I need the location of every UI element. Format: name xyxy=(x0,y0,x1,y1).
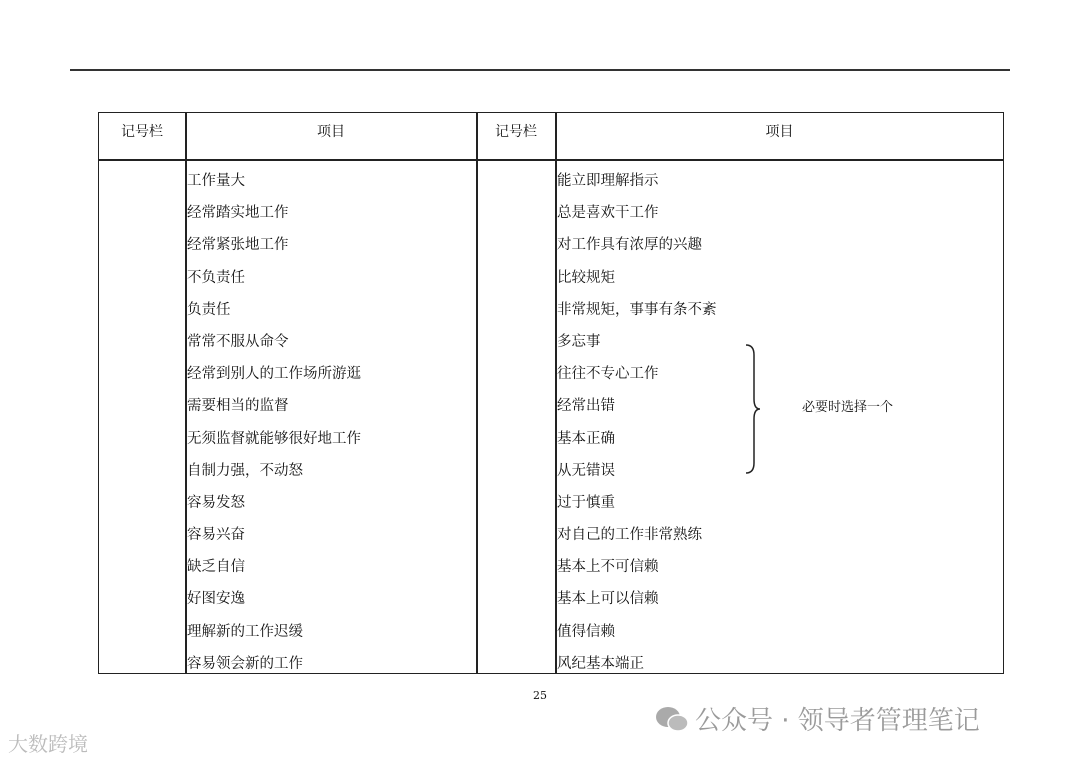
right-item: 值得信赖 xyxy=(557,623,615,640)
wechat-watermark-text: 公众号 · 领导者管理笔记 xyxy=(695,706,980,736)
right-item: 基本正确 xyxy=(557,430,615,447)
left-item: 负责任 xyxy=(187,301,231,318)
left-item: 缺乏自信 xyxy=(187,559,245,576)
left-item: 经常到别人的工作场所游逛 xyxy=(187,366,361,383)
right-item: 能立即理解指示 xyxy=(557,173,659,189)
left-item: 不负责任 xyxy=(187,269,245,286)
wechat-watermark xyxy=(655,700,980,737)
left-item: 无须监督就能够很好地工作 xyxy=(187,430,361,447)
right-item: 经常出错 xyxy=(557,398,615,415)
left-item: 工作量大 xyxy=(187,173,245,189)
right-item: 基本上可以信赖 xyxy=(557,591,659,608)
header-item-2: 项目 xyxy=(765,124,794,140)
right-item: 对自己的工作非常熟练 xyxy=(557,527,702,544)
left-item: 好图安逸 xyxy=(187,591,245,608)
logo-watermark xyxy=(8,728,88,757)
left-item: 容易兴奋 xyxy=(187,527,245,544)
page-number: 25 xyxy=(533,689,547,702)
brace-icon xyxy=(742,343,764,477)
right-item: 非常规矩，事事有条不紊 xyxy=(557,301,717,318)
right-item: 基本上不可信赖 xyxy=(557,559,659,576)
wechat-icon xyxy=(655,705,689,733)
header-item-1: 项目 xyxy=(317,124,345,140)
left-items-column xyxy=(187,165,361,680)
header-divider xyxy=(99,159,1003,161)
right-item: 对工作具有浓厚的兴趣 xyxy=(557,237,702,254)
header-rule xyxy=(70,69,1010,71)
right-item: 从无错误 xyxy=(557,462,615,479)
brace-note: 必要时选择一个 xyxy=(802,400,894,415)
left-item: 容易领会新的工作 xyxy=(187,655,303,672)
right-item: 过于慎重 xyxy=(557,494,615,511)
header-mark-1: 记号栏 xyxy=(121,124,163,140)
right-item: 多忘事 xyxy=(557,333,601,350)
evaluation-table xyxy=(98,112,1004,674)
left-item: 自制力强，不动怒 xyxy=(187,462,303,479)
right-item: 往往不专心工作 xyxy=(557,366,659,383)
right-item: 总是喜欢干工作 xyxy=(557,205,659,222)
column-divider xyxy=(476,113,478,673)
right-items-column xyxy=(557,165,717,680)
right-item: 风纪基本端正 xyxy=(557,655,644,672)
right-item: 比较规矩 xyxy=(557,269,615,286)
left-item: 经常紧张地工作 xyxy=(187,237,289,254)
left-item: 理解新的工作迟缓 xyxy=(187,623,303,640)
header-mark-2: 记号栏 xyxy=(495,124,537,140)
logo-watermark-text: 大数跨境 xyxy=(8,732,88,756)
left-item: 容易发怒 xyxy=(187,494,245,511)
left-item: 需要相当的监督 xyxy=(187,398,289,415)
left-item: 经常踏实地工作 xyxy=(187,205,289,222)
left-item: 常常不服从命令 xyxy=(187,333,289,350)
